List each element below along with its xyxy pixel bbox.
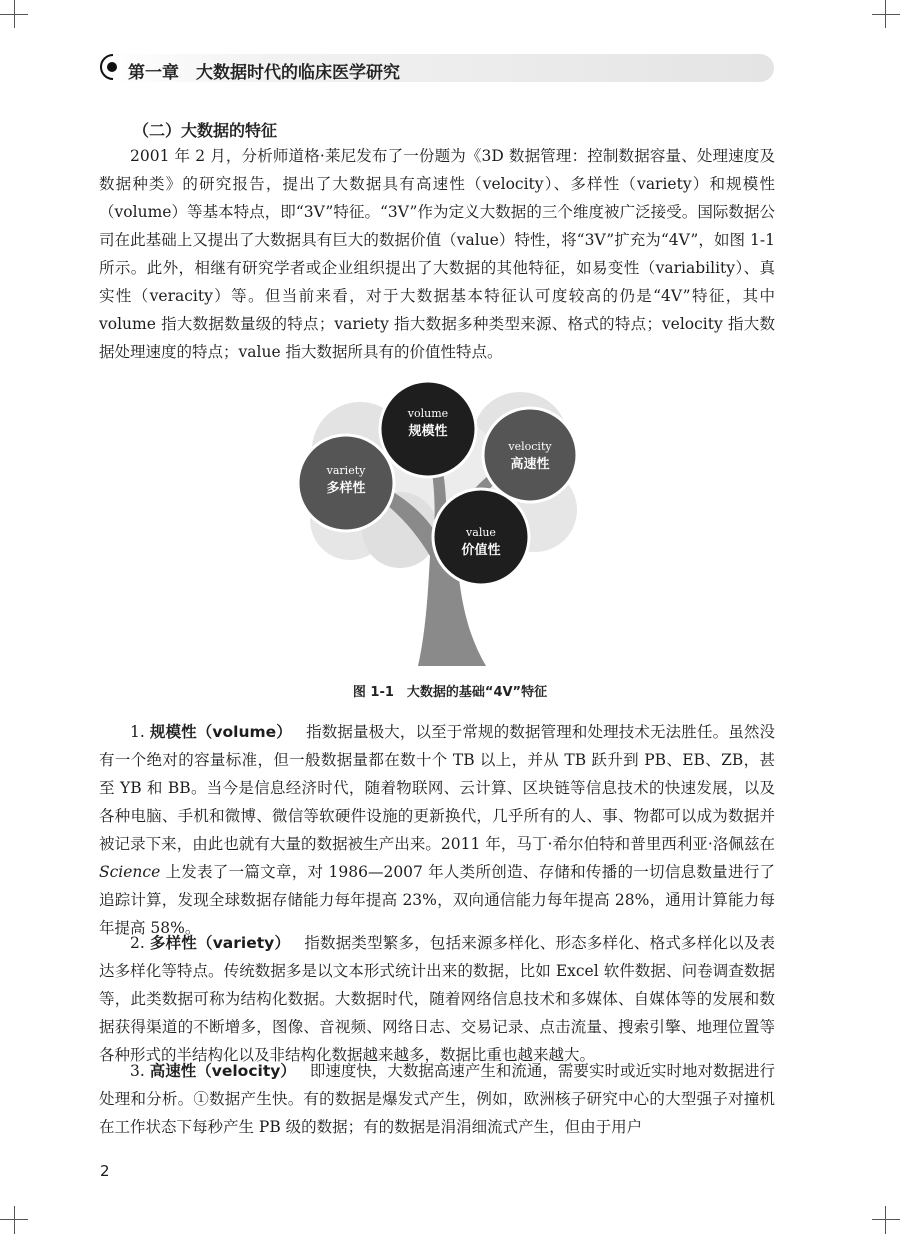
item-number: 3. xyxy=(130,1062,145,1080)
node-velocity-zh: 高速性 xyxy=(510,457,550,472)
item-title: 规模性（volume） xyxy=(149,723,292,741)
item-volume-paragraph xyxy=(99,718,775,942)
intro-paragraph: 2001 年 2 月，分析师道格·莱尼发布了一份题为《3D 数据管理：控制数据容量、处理速度及数据种类》的研究报告，提出了大数据具有高速性（velocity）、多样性（variety）和规模性（volume）等基本特点，即“3V”特征。“3V”作为定义大数据的三个维度被广泛接受。国际数据公司在此基础上又提出了大数据具有巨大的数据价值（value）特性，将“3V”扩充为“4V”，如图 1-1 所示。此外，相继有研究学者或企业组织提出了大数据的其他特征，如易变性（variability）、真实性（veracity）等。但当前来看，对于大数据基本特征认可度较高的仍是“4V”特征，其中 volume 指大数据数量级的特点；variety 指大数据多种类型来源、格式的特点；velocity 指大数据处理速度的特点；value 指大数据所具有的价值性特点。 xyxy=(99,147,775,361)
figure-caption: 图 1-1 大数据的基础“4V”特征 xyxy=(352,685,548,700)
node-variety-zh: 多样性 xyxy=(326,481,366,496)
node-variety-en: variety xyxy=(326,464,366,477)
node-value-zh: 价值性 xyxy=(461,543,501,558)
header-badge-icon xyxy=(99,52,121,82)
node-velocity xyxy=(483,408,577,502)
node-volume xyxy=(380,381,476,477)
node-velocity-en: velocity xyxy=(508,440,552,453)
crop-mark xyxy=(885,1206,886,1234)
node-volume-zh: 规模性 xyxy=(408,424,448,439)
item-title: 高速性（velocity） xyxy=(149,1062,296,1080)
item-text: 指数据量极大，以至于常规的数据管理和处理技术无法胜任。虽然没有一个绝对的容量标准，但一般数据量都在数十个 TB 以上，并从 TB 跃升到 PB、EB、ZB，甚至 YB 和 BB。当今是信息经济时代，随着物联网、云计算、区块链等信息技术的快速发展，以及各种电脑、手机和微博、微信等软硬件设施的更新换代，几乎所有的人、事、物都可以成为数据并被记录下来，由此也就有大量的数据被生产出来。2011 年，马丁·希尔伯特和普里西利亚·洛佩兹在 xyxy=(99,723,775,853)
journal-name: Science xyxy=(99,863,161,881)
section-heading: （二）大数据的特征 xyxy=(133,121,278,140)
crop-mark xyxy=(872,14,900,15)
item-variety-paragraph xyxy=(99,929,775,1069)
item-number: 2. xyxy=(130,934,145,952)
page-number: 2 xyxy=(100,1162,110,1180)
item-number: 1. xyxy=(130,723,145,741)
figure-4v-tree xyxy=(290,370,590,670)
item-text: 指数据类型繁多，包括来源多样化、形态多样化、格式多样化以及表达多样化等特点。传统数据多是以文本形式统计出来的数据，比如 Excel 软件数据、问卷调查数据等，此类数据可称为结构化数据。大数据时代，随着网络信息技术和多媒体、自媒体等的发展和数据获得渠道的不断增多，图像、音视频、网络日志、交易记录、点击流量、搜索引擎、地理位置等各种形式的半结构化以及非结构化数据越来越多，数据比重也越来越大。 xyxy=(99,934,775,1064)
crop-mark xyxy=(872,1219,900,1220)
node-variety xyxy=(298,435,394,531)
chapter-title: 第一章 大数据时代的临床医学研究 xyxy=(128,63,400,83)
crop-mark xyxy=(14,0,15,28)
node-value xyxy=(433,489,529,585)
node-volume-en: volume xyxy=(407,407,449,420)
crop-mark xyxy=(14,1206,15,1234)
node-value-en: value xyxy=(466,526,496,539)
item-text: 即速度快，大数据高速产生和流通，需要实时或近实时地对数据进行处理和分析。①数据产生快。有的数据是爆发式产生，例如，欧洲核子研究中心的大型强子对撞机在工作状态下每秒产生 PB 级的数据；有的数据是涓涓细流式产生，但由于用户 xyxy=(99,1062,775,1136)
item-velocity-paragraph xyxy=(99,1057,775,1141)
item-text: 上发表了一篇文章，对 1986—2007 年人类所创造、存储和传播的一切信息数量进行了追踪计算，发现全球数据存储能力每年提高 23%，双向通信能力每年提高 28%，通用计算能力每年提高 58%。 xyxy=(99,863,775,937)
item-title: 多样性（variety） xyxy=(149,934,291,952)
crop-mark xyxy=(885,0,886,28)
